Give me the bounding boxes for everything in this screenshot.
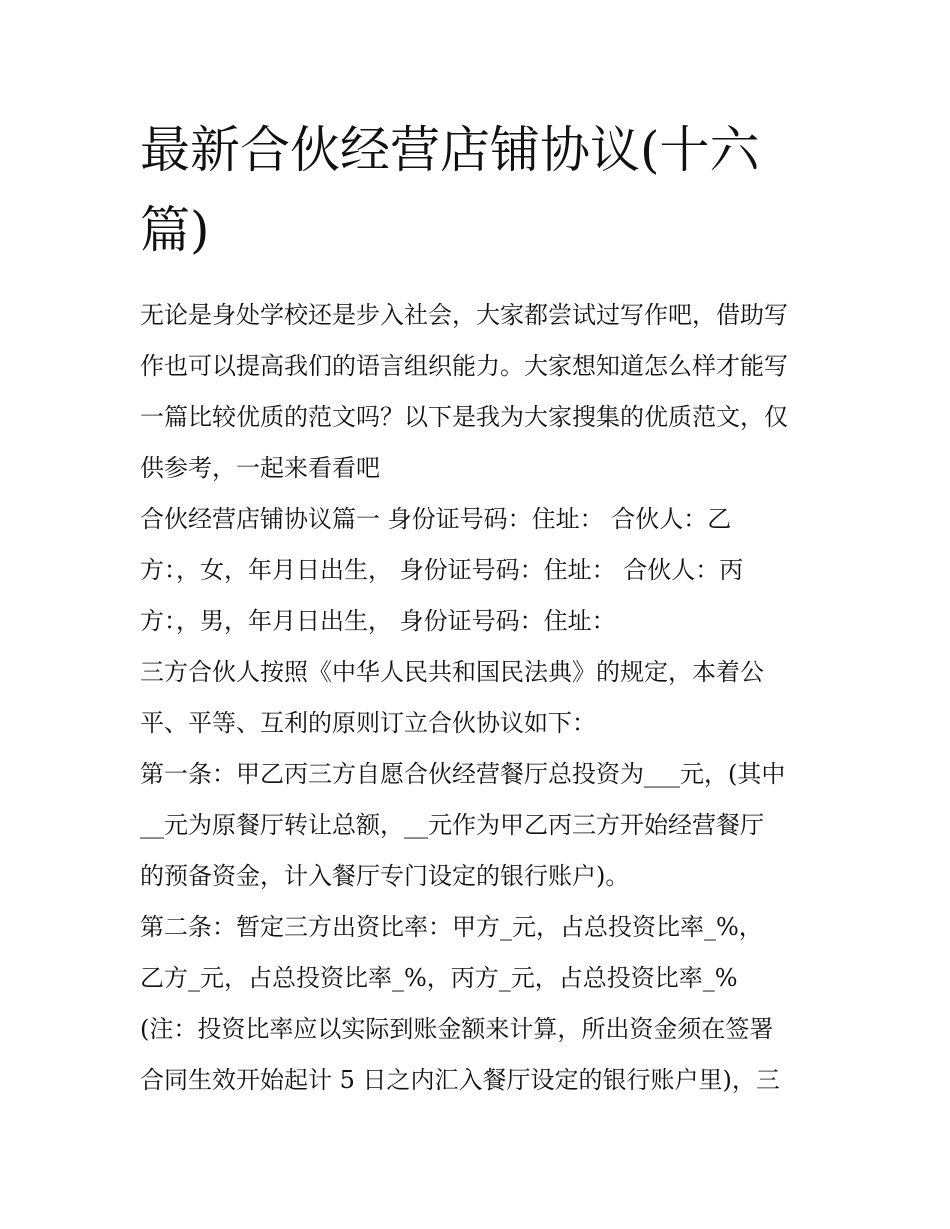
body-line: 合同生效开始起计 5 日之内汇入餐厅设定的银行账户里)，三 bbox=[140, 1066, 780, 1094]
title-line-2: 篇) bbox=[140, 201, 210, 259]
body-line: 一篇比较优质的范文吗？以下是我为大家搜集的优质范文，仅 bbox=[140, 403, 788, 431]
body-line: 的预备资金，计入餐厅专门设定的银行账户)。 bbox=[140, 862, 630, 890]
body-line: 平、平等、互利的原则订立合伙协议如下： bbox=[140, 709, 596, 737]
document-body bbox=[140, 290, 820, 1106]
body-line: (注：投资比率应以实际到账金额来计算，所出资金须在签署 bbox=[140, 1015, 774, 1043]
body-line: 三方合伙人按照《中华人民共和国民法典》的规定，本着公 bbox=[140, 658, 764, 686]
document-page bbox=[140, 110, 820, 1106]
body-line: 方：，女，年月日出生， 身份证号码：住址： 合伙人：丙 bbox=[140, 556, 744, 584]
title-line-1: 最新合伙经营店铺协议(十六 bbox=[140, 121, 760, 179]
body-line: 供参考，一起来看看吧 bbox=[140, 454, 380, 482]
body-line: 第二条：暂定三方出资比率：甲方_元，占总投资比率_%， bbox=[140, 913, 763, 941]
document-title bbox=[140, 110, 820, 270]
body-line: 乙方_元，占总投资比率_%，丙方_元，占总投资比率_% bbox=[140, 964, 738, 992]
body-line: __元为原餐厅转让总额，__元作为甲乙丙三方开始经营餐厅 bbox=[140, 811, 764, 839]
body-line: 第一条：甲乙丙三方自愿合伙经营餐厅总投资为___元，(其中 bbox=[140, 760, 786, 788]
body-line: 作也可以提高我们的语言组织能力。大家想知道怎么样才能写 bbox=[140, 352, 788, 380]
body-line: 方：，男，年月日出生， 身份证号码：住址： bbox=[140, 607, 616, 635]
body-line: 合伙经营店铺协议篇一 身份证号码：住址： 合伙人：乙 bbox=[140, 505, 732, 533]
body-line: 无论是身处学校还是步入社会，大家都尝试过写作吧，借助写 bbox=[140, 301, 788, 329]
